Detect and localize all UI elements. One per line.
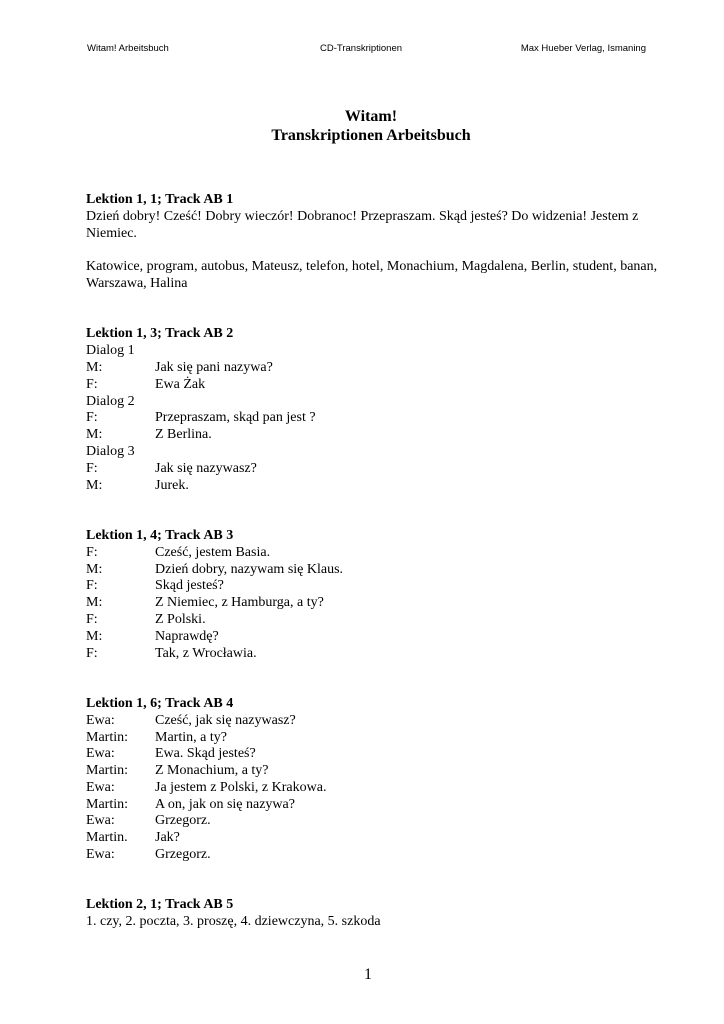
page-number: 1 — [364, 966, 372, 983]
dialog-text: Tak, z Wrocławia. — [155, 645, 257, 661]
dialog-text: Martin, a ty? — [155, 729, 227, 745]
speaker-label: M: — [86, 595, 103, 611]
dialog-line — [86, 377, 666, 394]
dialog-line — [86, 780, 666, 797]
title-line-1: Witam! — [344, 108, 398, 125]
dialog-line — [86, 545, 666, 562]
section-title: Lektion 1, 1; Track AB 1 — [86, 192, 234, 207]
dialog-text: Ja jestem z Polski, z Krakowa. — [155, 779, 327, 795]
dialog-text: Jurek. — [155, 477, 189, 493]
speaker-label: Martin: — [86, 763, 128, 779]
section-spacer — [86, 864, 666, 898]
dialog-text: Grzegorz. — [155, 847, 211, 863]
speaker-label: M: — [86, 427, 103, 443]
transcript-section — [86, 326, 666, 494]
transcript-section — [86, 696, 666, 864]
speaker-label: Ewa: — [86, 746, 115, 762]
dialog-line — [86, 343, 666, 360]
transcript-section — [86, 528, 666, 662]
dialog-text: Cześć, jak się nazywasz? — [155, 712, 296, 728]
speaker-label: Dialog 2 — [86, 393, 135, 409]
paragraph-spacer — [86, 242, 666, 259]
dialog-text: Z Polski. — [155, 611, 206, 627]
dialog-line — [86, 629, 666, 646]
section-title: Lektion 2, 1; Track AB 5 — [86, 897, 234, 913]
dialog-line — [86, 595, 666, 612]
dialog-text: Z Berlina. — [155, 427, 212, 443]
speaker-label: F: — [86, 460, 98, 476]
section-title: Lektion 1, 6; Track AB 4 — [86, 695, 234, 711]
dialog-line — [86, 478, 666, 495]
dialog-text: Przepraszam, skąd pan jest ? — [155, 410, 316, 426]
transcript-section — [86, 897, 666, 931]
dialog-line — [86, 394, 666, 411]
section-spacer — [86, 494, 666, 528]
dialog-line — [86, 813, 666, 830]
section-paragraph: Dzień dobry! Cześć! Dobry wieczór! Dobranoc! Przepraszam. Skąd jesteś? Do widzenia! Jestem z Niemiec. — [86, 208, 639, 241]
transcript-section — [86, 192, 666, 293]
dialog-line — [86, 444, 666, 461]
speaker-label: M: — [86, 628, 103, 644]
speaker-label: F: — [86, 376, 98, 392]
header-right: Max Hueber Verlag, Ismaning — [520, 43, 646, 54]
dialog-text: Naprawdę? — [155, 628, 219, 644]
speaker-label: Martin. — [86, 830, 128, 846]
section-paragraph: 1. czy, 2. poczta, 3. proszę, 4. dziewczyna, 5. szkoda — [86, 914, 381, 930]
speaker-label: Martin: — [86, 796, 128, 812]
speaker-label: Ewa: — [86, 847, 115, 863]
dialog-text: Skąd jesteś? — [155, 578, 224, 594]
speaker-label: M: — [86, 477, 103, 493]
dialog-text: Jak? — [155, 830, 180, 846]
dialog-line — [86, 461, 666, 478]
dialog-line — [86, 612, 666, 629]
dialog-text: Grzegorz. — [155, 813, 211, 829]
document-title — [0, 107, 724, 145]
speaker-label: F: — [86, 410, 98, 426]
dialog-line — [86, 797, 666, 814]
section-paragraph: Katowice, program, autobus, Mateusz, telefon, hotel, Monachium, Magdalena, Berlin, student, banan, Warszawa, Halina — [86, 259, 658, 291]
dialog-text: A on, jak on się nazywa? — [155, 796, 295, 812]
dialog-text: Ewa Żak — [155, 376, 206, 392]
section-spacer — [86, 293, 666, 327]
dialog-line — [86, 646, 666, 663]
dialog-line — [86, 427, 666, 444]
dialog-line — [86, 360, 666, 377]
dialog-line — [86, 847, 666, 864]
speaker-label: Dialog 3 — [86, 443, 135, 459]
speaker-label: F: — [86, 611, 98, 627]
speaker-label: Ewa: — [86, 813, 115, 829]
dialog-line — [86, 730, 666, 747]
dialog-text: Ewa. Skąd jesteś? — [155, 746, 256, 762]
title-line-2: Transkriptionen Arbeitsbuch — [271, 127, 471, 144]
dialog-text: Jak się pani nazywa? — [155, 359, 273, 375]
speaker-label: Dialog 1 — [86, 343, 135, 359]
dialog-text: Z Niemiec, z Hamburga, a ty? — [155, 595, 324, 611]
speaker-label: F: — [86, 578, 98, 594]
dialog-text: Cześć, jestem Basia. — [155, 544, 271, 560]
dialog-text: Jak się nazywasz? — [155, 460, 257, 476]
speaker-label: Ewa: — [86, 779, 115, 795]
speaker-label: Martin: — [86, 729, 128, 745]
header-center: CD-Transkriptionen — [320, 43, 403, 54]
dialog-line — [86, 763, 666, 780]
section-title: Lektion 1, 3; Track AB 2 — [86, 326, 234, 342]
dialog-line — [86, 410, 666, 427]
dialog-line — [86, 562, 666, 579]
dialog-line — [86, 578, 666, 595]
speaker-label: Ewa: — [86, 712, 115, 728]
header-left: Witam! Arbeitsbuch — [87, 43, 169, 54]
speaker-label: M: — [86, 561, 103, 577]
dialog-text: Dzień dobry, nazywam się Klaus. — [155, 561, 344, 577]
section-spacer — [86, 662, 666, 696]
dialog-line — [86, 830, 666, 847]
dialog-line — [86, 746, 666, 763]
speaker-label: F: — [86, 544, 98, 560]
speaker-label: F: — [86, 645, 98, 661]
section-title: Lektion 1, 4; Track AB 3 — [86, 527, 234, 543]
transcript-body — [86, 192, 666, 931]
speaker-label: M: — [86, 359, 103, 375]
dialog-line — [86, 713, 666, 730]
dialog-text: Z Monachium, a ty? — [155, 763, 269, 779]
